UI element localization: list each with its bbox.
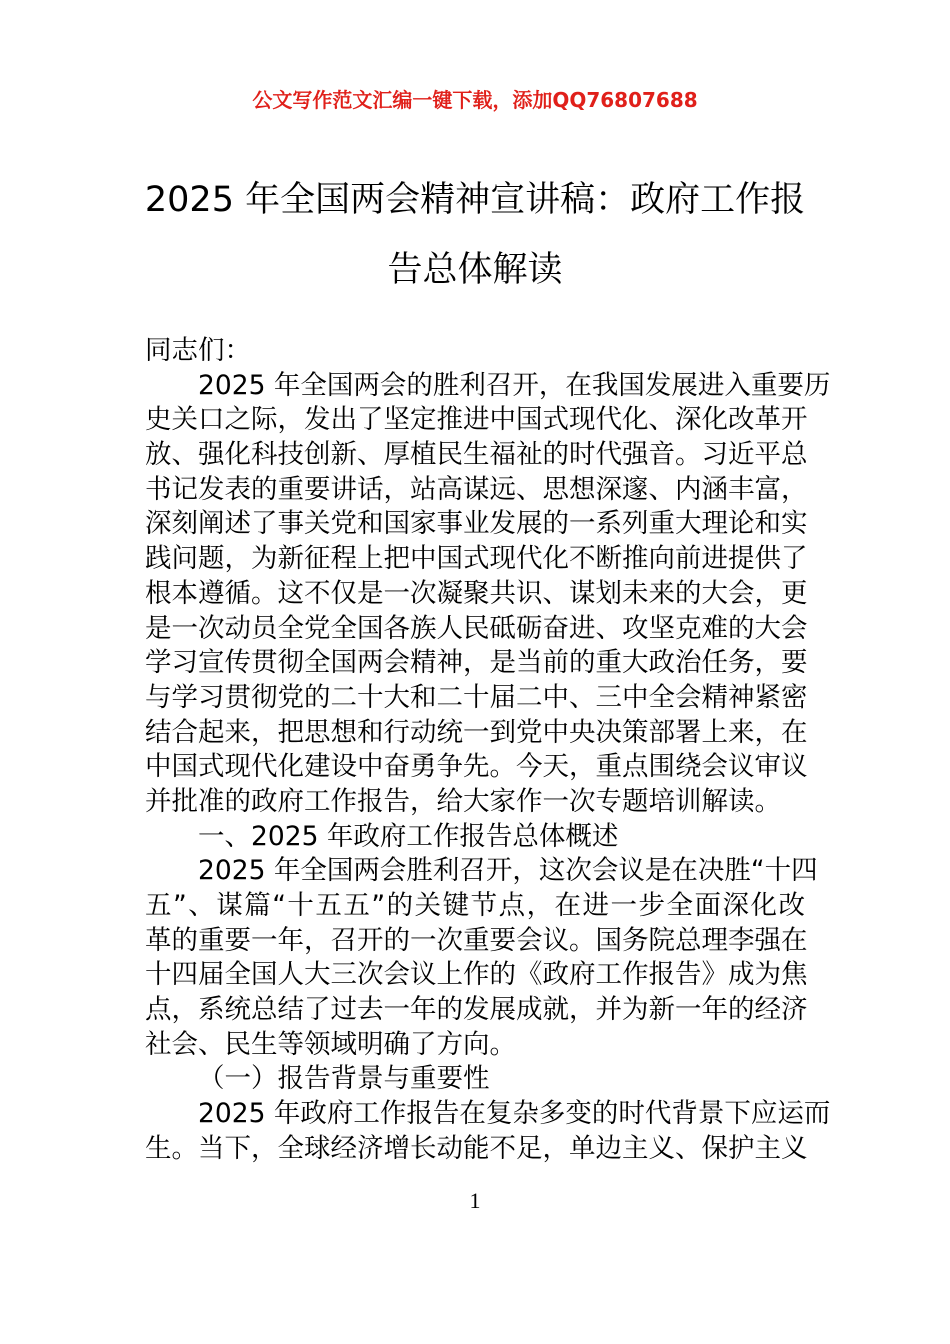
document-title-line-1: 2025 年全国两会精神宣讲稿：政府工作报 — [144, 180, 806, 220]
text-line: 深刻阐述了事关党和国家事业发展的一系列重大理论和实 — [145, 508, 808, 540]
text-line: 根本遵循。这不仅是一次凝聚共识、谋划未来的大会，更 — [145, 577, 808, 609]
text-line: 2025 年全国两会的胜利召开，在我国发展进入重要历 — [198, 369, 831, 401]
download-banner: 公文写作范文汇编一键下载，添加QQ76807688 — [252, 88, 698, 112]
text-line: 与学习贯彻党的二十大和二十届二中、三中全会精神紧密 — [145, 681, 808, 713]
text-line: 社会、民生等领域明确了方向。 — [145, 1028, 516, 1060]
text-line: 一、2025 年政府工作报告总体概述 — [198, 820, 619, 852]
text-line: 十四届全国人大三次会议上作的《政府工作报告》成为焦 — [145, 959, 808, 991]
text-line: 书记发表的重要讲话，站高谋远、思想深邃、内涵丰富， — [145, 473, 808, 505]
text-line: 五”、谋篇“十五五”的关键节点，在进一步全面深化改 — [145, 890, 805, 921]
text-line: 同志们： — [145, 335, 251, 366]
document-title-line-2: 告总体解读 — [387, 250, 563, 290]
text-line: 结合起来，把思想和行动统一到党中央决策部署上来，在 — [145, 716, 808, 748]
text-line: （一）报告背景与重要性 — [198, 1063, 490, 1095]
text-line: 是一次动员全党全国各族人民砥砺奋进、攻坚克难的大会 — [145, 612, 808, 644]
text-line: 革的重要一年，召开的一次重要会议。国务院总理李强在 — [145, 924, 808, 956]
document-body — [145, 334, 831, 1167]
page-number: 1 — [469, 1188, 481, 1213]
text-line: 点，系统总结了过去一年的发展成就，并为新一年的经济 — [145, 994, 808, 1026]
text-line: 学习宣传贯彻全国两会精神，是当前的重大政治任务，要 — [145, 647, 808, 679]
text-line: 史关口之际，发出了坚定推进中国式现代化、深化改革开 — [145, 404, 808, 436]
text-line: 践问题，为新征程上把中国式现代化不断推向前进提供了 — [145, 543, 808, 575]
text-line: 放、强化科技创新、厚植民生福祉的时代强音。习近平总 — [145, 439, 808, 471]
text-line: 生。当下，全球经济增长动能不足，单边主义、保护主义 — [145, 1132, 808, 1164]
text-line: 中国式现代化建设中奋勇争先。今天，重点围绕会议审议 — [145, 751, 808, 783]
text-line: 并批准的政府工作报告，给大家作一次专题培训解读。 — [145, 785, 781, 817]
text-line: 2025 年政府工作报告在复杂多变的时代背景下应运而 — [198, 1098, 831, 1130]
text-line: 2025 年全国两会胜利召开，这次会议是在决胜“十四 — [198, 855, 818, 887]
